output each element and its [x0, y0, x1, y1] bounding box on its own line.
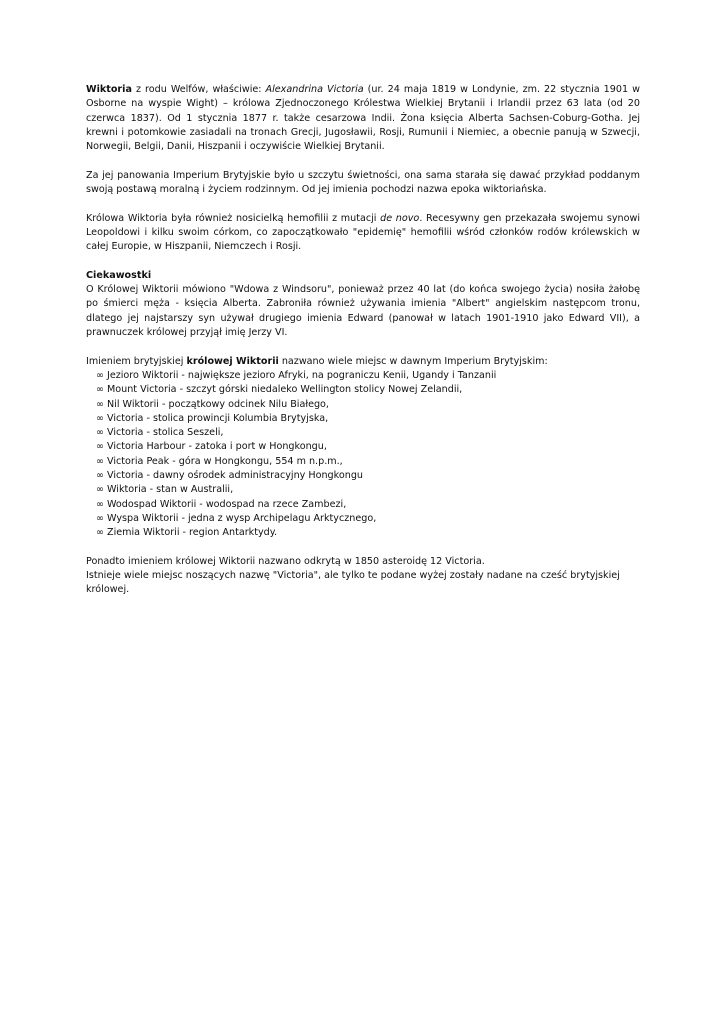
list-item [96, 440, 640, 454]
places-text-1: Imieniem brytyjskiej [86, 355, 187, 367]
closing-line-1: Ponadto imieniem królowej Wiktorii nazwano odkrytą w 1850 asteroidę 12 Victoria. [86, 555, 485, 567]
places-text-2: nazwano wiele miejsc w dawnym Imperium Brytyjskim: [278, 355, 548, 367]
list-item-text: Ziemia Wiktorii - region Antarktydy. [107, 527, 278, 539]
list-item [96, 398, 640, 412]
list-item [96, 383, 640, 397]
list-item-text: Wyspa Wiktorii - jedna z wysp Archipelagu Arktycznego, [107, 512, 377, 524]
places-intro [86, 355, 640, 369]
reign-paragraph: Za jej panowania Imperium Brytyjskie było u szczytu świetności, ona sama starała się dawać przykład poddanym swoją postawą moralną i życiem rodzinnym. Od jej imienia pochodzi nazwa epoka wiktoriańska. [86, 169, 640, 196]
paragraph-gap [86, 197, 640, 211]
infinity-bullet-icon: ∞ [96, 384, 104, 396]
list-item [96, 369, 640, 383]
list-item [96, 426, 640, 440]
infinity-bullet-icon: ∞ [96, 470, 104, 482]
list-item-text: Victoria - dawny ośrodek administracyjny Hongkongu [107, 470, 363, 482]
queen-name-bold: królowej Wiktorii [186, 355, 279, 367]
infinity-bullet-icon: ∞ [96, 527, 104, 539]
closing-line-2: Istnieje wiele miejsc noszących nazwę "Victoria", ale tylko te podane wyżej zostały nadane na cześć brytyjskiej królowej. [86, 570, 620, 596]
paragraph-gap [86, 154, 640, 168]
infinity-bullet-icon: ∞ [96, 455, 104, 467]
infinity-bullet-icon: ∞ [96, 412, 104, 424]
paragraph-gap [86, 541, 640, 555]
document-page [86, 83, 640, 598]
infinity-bullet-icon: ∞ [96, 498, 104, 510]
hemophilia-text-2: . Recesywny gen przekazała swojemu synowi Leopoldowi i kilku swoim córkom, co zapoczątkowało "epidemię" hemofilii wśród członków rodów królewskich w całej Europie, w Hiszpanii, Niemczech i Rosji. [86, 212, 640, 253]
hemophilia-text-1: Królowa Wiktoria była również nosicielką hemofilii z mutacji [86, 212, 381, 224]
list-item-text: Wiktoria - stan w Australii, [107, 484, 234, 496]
list-item-text: Victoria Harbour - zatoka i port w Hongkongu, [107, 441, 327, 453]
de-novo-term: de novo [380, 212, 420, 224]
infinity-bullet-icon: ∞ [96, 398, 104, 410]
trivia-paragraph: O Królowej Wiktorii mówiono "Wdowa z Windsoru", ponieważ przez 40 lat (do końca swojego życia) nosiła żałobę po śmierci męża - księcia Alberta. Zabroniła również używania imienia "Albert" angielskim następcom tronu, dlatego jej najstarszy syn używał drugiego imienia Edward (panował w latach 1901-1910 jako Edward VII), a prawnuczek królowej przyjął imię Jerzy VI. [86, 284, 640, 339]
infinity-bullet-icon: ∞ [96, 441, 104, 453]
list-item-text: Jezioro Wiktorii - największe jezioro Afryki, na pograniczu Kenii, Ugandy i Tanzanii [107, 369, 497, 381]
list-item-text: Victoria - stolica prowincji Kolumbia Brytyjska, [107, 412, 329, 424]
list-item-text: Nil Wiktorii - początkowy odcinek Nilu Białego, [107, 398, 329, 410]
places-list [86, 369, 640, 541]
infinity-bullet-icon: ∞ [96, 512, 104, 524]
list-item [96, 512, 640, 526]
list-item [96, 483, 640, 497]
list-item [96, 498, 640, 512]
intro-paragraph [86, 83, 640, 154]
intro-text-1: z rodu Welfów, właściwie: [131, 84, 266, 95]
intro-text-2: (ur. 24 maja 1819 w Londynie, zm. 22 stycznia 1901 w Osborne na wyspie Wight) – królowa Zjednoczonego Królestwa Wielkiej Brytanii i Irlandii przez 63 lata (od 20 czerwca 1837). Od 1 stycznia 1877 r. także cesarzowa Indii. Żona księcia Alberta Sachsen-Coburg-Gotha. Jej krewni i potomkowie zasiadali na tronach Grecji, Jugosławii, Rosji, Rumunii i Niemiec, a obecnie panują w Szwecji, Norwegii, Belgii, Danii, Hiszpanii i oczywiście Wielkiej Brytanii. [86, 84, 640, 153]
paragraph-gap [86, 340, 640, 354]
infinity-bullet-icon: ∞ [96, 427, 104, 439]
list-item [96, 455, 640, 469]
list-item [96, 469, 640, 483]
infinity-bullet-icon: ∞ [96, 484, 104, 496]
list-item-text: Victoria - stolica Seszeli, [107, 427, 224, 439]
list-item-text: Victoria Peak - góra w Hongkongu, 554 m n.p.m., [107, 455, 343, 467]
list-item [96, 526, 640, 540]
subject-name: Wiktoria [86, 84, 132, 95]
list-item-text: Mount Victoria - szczyt górski niedaleko Wellington stolicy Nowej Zelandii, [107, 384, 463, 396]
list-item [96, 412, 640, 426]
list-item-text: Wodospad Wiktorii - wodospad na rzece Zambezi, [107, 498, 347, 510]
hemophilia-paragraph [86, 212, 640, 255]
paragraph-gap [86, 255, 640, 269]
trivia-heading: Ciekawostki [86, 269, 152, 281]
full-name: Alexandrina Victoria [265, 84, 364, 95]
infinity-bullet-icon: ∞ [96, 369, 104, 381]
